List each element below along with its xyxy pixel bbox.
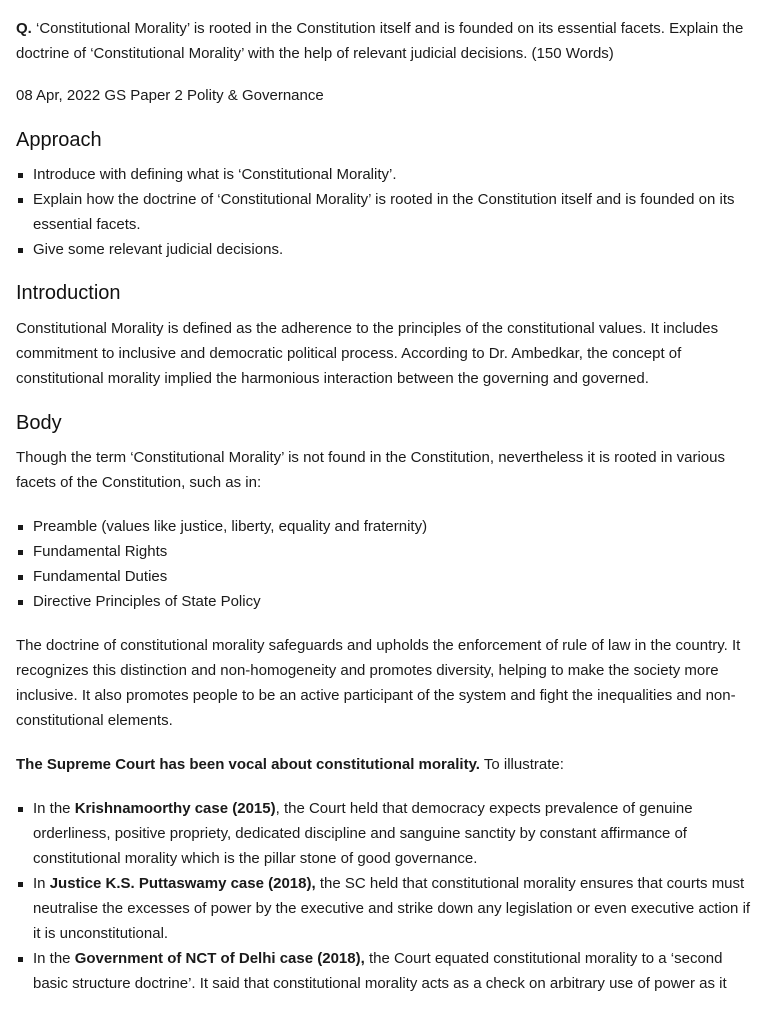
introduction-text: Constitutional Morality is defined as the adherence to the principles of the constitutional values. It includes commitment to inclusive and democratic political process. According to Dr. Ambedkar, the concept of constitutional morality implied the harmonious interaction between the governing and governed.: [16, 320, 719, 387]
list-item: [16, 796, 752, 871]
question-text: ‘Constitutional Morality’ is rooted in the Constitution itself and is founded on its essential facets. Explain the doctrine of ‘Constitutional Morality’ with the help of relevant judicial decisions. (150 Words): [16, 20, 744, 62]
introduction-heading: Introduction: [16, 282, 121, 304]
case-text: the Court equated constitutional morality to a ‘second basic structure doctrine’. It said that constitutional morality acts as a check on arbitrary use of power as it: [33, 950, 727, 992]
case-name: Government of NCT of Delhi case (2018),: [74, 950, 365, 967]
supreme-court-text: [16, 752, 752, 777]
case-prefix: In: [33, 875, 50, 892]
list-item: Preamble (values like justice, liberty, equality and fraternity): [16, 514, 752, 539]
list-item: [16, 871, 752, 946]
list-item: Fundamental Duties: [16, 564, 752, 589]
cases-list: [16, 796, 752, 996]
list-item: Fundamental Rights: [16, 539, 752, 564]
body-heading: Body: [16, 412, 62, 434]
facets-list: [16, 514, 752, 614]
list-item: [16, 946, 752, 996]
supreme-court-bold: The Supreme Court has been vocal about constitutional morality.: [16, 756, 480, 773]
supreme-court-rest: To illustrate:: [479, 756, 564, 773]
question-meta: 08 Apr, 2022 GS Paper 2 Polity & Governance: [16, 87, 324, 104]
case-name: Justice K.S. Puttaswamy case (2018),: [49, 875, 316, 892]
list-item: Directive Principles of State Policy: [16, 589, 752, 614]
case-text: the SC held that constitutional morality ensures that courts must neutralise the excesses of power by the executive and strike down any legislation or even executive action if it is unconstitutional.: [33, 875, 751, 942]
list-item: Explain how the doctrine of ‘Constitutional Morality’ is rooted in the Constitution itself and is founded on its essential facets.: [16, 187, 752, 237]
list-item: Introduce with defining what is ‘Constitutional Morality’.: [16, 162, 752, 187]
approach-heading: Approach: [16, 129, 102, 151]
doctrine-text: The doctrine of constitutional morality safeguards and upholds the enforcement of rule of law in the country. It recognizes this distinction and non-homogeneity and promotes diversity, helping to make the society more inclusive. It also promotes people to be an active participant of the system and fight the inequalities and non-constitutional elements.: [16, 637, 741, 729]
case-prefix: In the: [33, 950, 75, 967]
body-intro-text: Though the term ‘Constitutional Morality’ is not found in the Constitution, nevertheless it is rooted in various facets of the Constitution, such as in:: [16, 449, 725, 491]
case-text: , the Court held that democracy expects prevalence of genuine orderliness, positive propriety, dedicated discipline and sanguine sanctity by constant affirmance of constitutional morality which is the pillar stone of good governance.: [33, 800, 693, 867]
question: [16, 16, 752, 66]
question-prefix: Q.: [16, 20, 32, 37]
case-prefix: In the: [33, 800, 75, 817]
list-item: Give some relevant judicial decisions.: [16, 237, 752, 262]
approach-list: [16, 162, 752, 262]
case-name: Krishnamoorthy case (2015): [74, 800, 276, 817]
